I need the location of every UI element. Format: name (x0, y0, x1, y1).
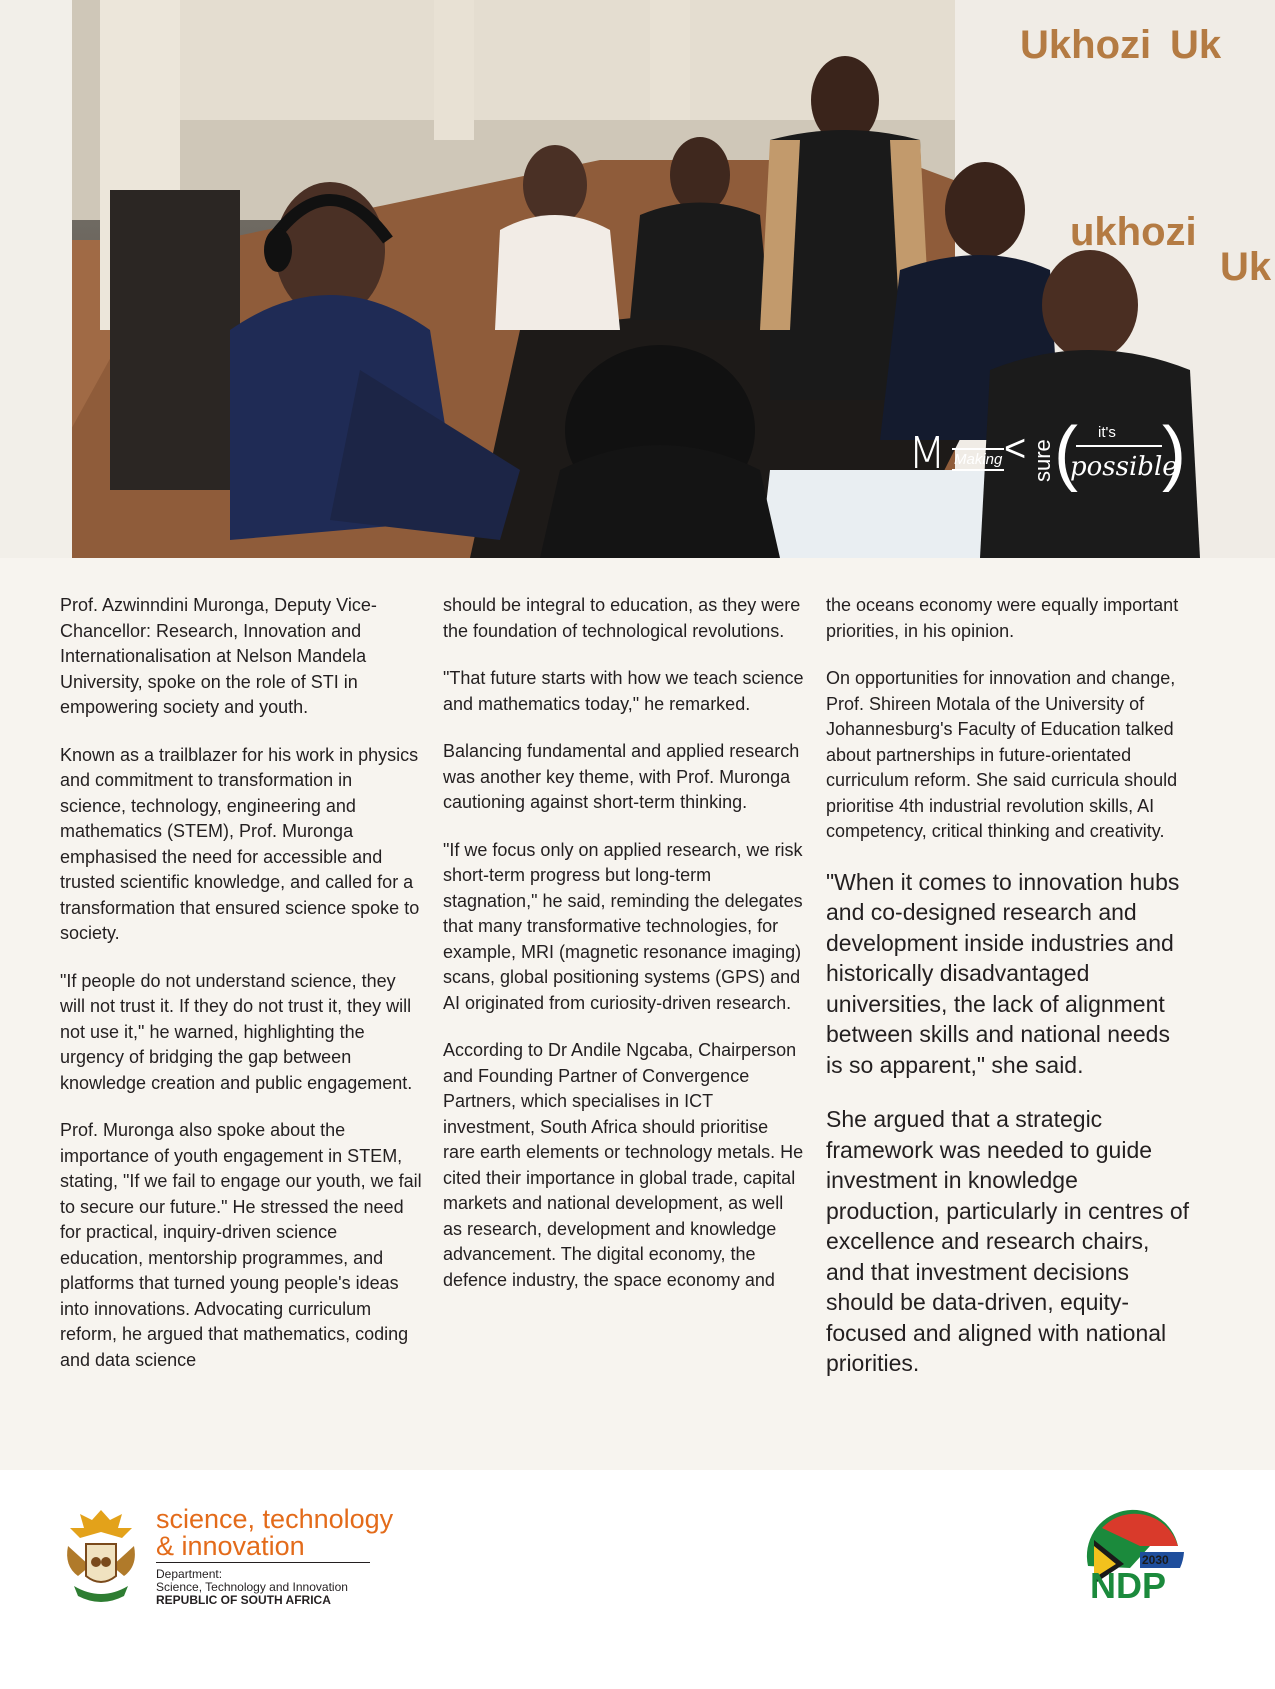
dept-wordmark-line2: & innovation (156, 1531, 305, 1561)
paragraph: Prof. Muronga also spoke about the importance of youth engagement in STEM, stating, "If we fail to engage our youth, we fail to secure our future." He stressed the need for practical, inquiry-driven science education, mentorship programmes, and platforms that turned young people's ideas into innovations. Advocating curriculum reform, he argued that mathematics, coding and data science (60, 1120, 422, 1370)
campaign-its: it's (1098, 424, 1116, 441)
article-column-3 (826, 593, 1192, 1403)
campaign-sure: sure (1030, 439, 1055, 482)
country-name: REPUBLIC OF SOUTH AFRICA (156, 1593, 331, 1607)
ndp-year: 2030 (1142, 1553, 1169, 1567)
paragraph: Prof. Azwinndini Muronga, Deputy Vice-Chancellor: Research, Innovation and Internationalisation at Nelson Mandela University, spoke on the role of STI in empowering society and youth. (60, 595, 377, 717)
pull-quote: "When it comes to innovation hubs and co-designed research and development inside industries and historically disadvantaged universities, the lack of alignment between skills and national needs is so apparent," she said. (826, 868, 1180, 1078)
paragraph: "If people do not understand science, they will not trust it. If they do not trust it, they will not use it," he warned, highlighting the urgency of bridging the gap between knowledge creation and public engagement. (60, 970, 413, 1093)
article-column-2 (443, 593, 805, 1315)
coat-of-arms-icon (60, 1506, 142, 1608)
making-sure-its-possible-logo (908, 412, 1188, 502)
backdrop-logo-1: Ukhozi (1020, 23, 1152, 67)
dept-details (156, 1568, 348, 1607)
ndp-2030-logo-icon (1080, 1506, 1186, 1604)
dept-wordmark (156, 1506, 393, 1560)
hero-photo (0, 0, 1275, 558)
dept-label: Department: (156, 1567, 223, 1581)
svg-text:Uk: Uk (1220, 245, 1272, 289)
paragraph: Balancing fundamental and applied research was another key theme, with Prof. Muronga cautioning against short-term thinking. (443, 741, 800, 812)
dept-divider (156, 1562, 370, 1563)
dept-wordmark-line1: science, technology (156, 1504, 394, 1534)
campaign-making: Making (952, 448, 1004, 471)
paragraph: the oceans economy were equally important priorities, in his opinion. (826, 595, 1179, 641)
dept-name: Science, Technology and Innovation (156, 1580, 348, 1594)
closing-paragraph: She argued that a strategic framework was needed to guide investment in knowledge production, particularly in centres of excellence and research chairs, and that investment decisions should be data-driven, equity-focused and aligned with national priorities. (826, 1106, 1190, 1376)
paragraph: According to Dr Andile Ngcaba, Chairperson and Founding Partner of Convergence Partners, which specialises in ICT investment, South Africa should prioritise rare earth elements or technology metals. He cited their importance in global trade, capital markets and national development, as well as research, development and knowledge advancement. The digital economy, the defence industry, the space economy and (443, 1040, 804, 1290)
paragraph: should be integral to education, as they were the foundation of technological revolutions. (443, 595, 801, 641)
paragraph: "That future starts with how we teach science and mathematics today," he remarked. (443, 668, 804, 714)
campaign-lt: < (1004, 428, 1027, 470)
campaign-paren-left: ( (1054, 413, 1078, 493)
svg-text:ukhozi: ukhozi (1070, 210, 1197, 254)
paragraph: On opportunities for innovation and change, Prof. Shireen Motala of the University of Johannesburg's Faculty of Education talked about partnerships in future-orientated curriculum reform. She said curricula should prioritise 4th industrial revolution skills, AI competency, critical thinking and creativity. (826, 668, 1178, 841)
paragraph: "If we focus only on applied research, we risk short-term progress but long-term stagnation," he said, reminding the delegates that many transformative technologies, for example, MRI (magnetic resonance imaging) scans, global positioning systems (GPS) and AI originated from curiosity-driven research. (443, 839, 803, 1013)
campaign-divider (1076, 445, 1162, 447)
ndp-text: NDP (1090, 1565, 1167, 1604)
article-column-1 (60, 593, 422, 1395)
paragraph: Known as a trailblazer for his work in physics and commitment to transformation in science, technology, engineering and mathematics (STEM), Prof. Muronga emphasised the need for accessible and trusted scientific knowledge, and called for a transformation that ensured science spoke to society. (60, 744, 420, 943)
campaign-paren-right: ) (1162, 413, 1186, 493)
campaign-possible: possible (1070, 452, 1178, 482)
svg-text:Uk: Uk (1170, 23, 1222, 67)
footer (0, 1470, 1275, 1689)
campaign-m: M (908, 428, 946, 479)
